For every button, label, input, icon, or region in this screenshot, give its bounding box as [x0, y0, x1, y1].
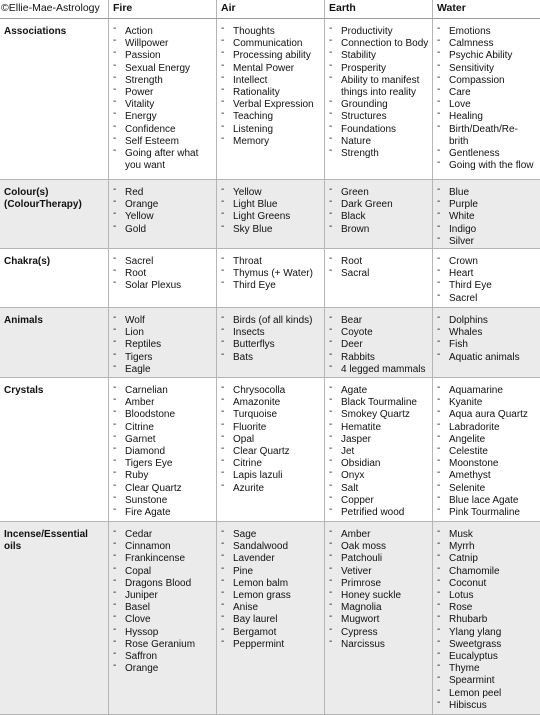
list-item: - Healing	[437, 111, 537, 123]
list-item: - Third Eye	[221, 280, 321, 292]
list-item: - Aquamarine	[437, 385, 537, 397]
list-item: - Amazonite	[221, 397, 321, 409]
column-divider	[216, 180, 217, 248]
column-header-air: Air	[221, 2, 236, 14]
list-item: - Love	[437, 99, 537, 111]
table-row-animals	[0, 308, 540, 378]
column-divider	[108, 0, 109, 18]
column-divider	[324, 180, 325, 248]
column-divider	[432, 249, 433, 307]
list-item: - Sandalwood	[221, 541, 321, 553]
column-divider	[324, 378, 325, 521]
table-row-crystals	[0, 378, 540, 522]
list-item: - Aquatic animals	[437, 352, 537, 364]
list-item: - Red	[113, 187, 213, 199]
list-item: - Wolf	[113, 315, 213, 327]
cell-crystals-fire	[113, 385, 213, 519]
list-item: - Willpower	[113, 38, 213, 50]
list-item: - Ylang ylang	[437, 627, 537, 639]
cell-associations-earth	[329, 26, 429, 160]
list-item: - 4 legged mammals	[329, 364, 429, 376]
list-item: - Rose	[437, 602, 537, 614]
list-item: - Hibiscus	[437, 700, 537, 712]
list-item: - Deer	[329, 339, 429, 351]
list-item: - Diamond	[113, 446, 213, 458]
cell-associations-water	[437, 26, 537, 172]
list-item: - Black Tourmaline	[329, 397, 429, 409]
list-item: - Ability to manifest things into reality	[329, 75, 429, 99]
list-item: - Bay laurel	[221, 614, 321, 626]
list-item: - Birth/Death/Re-brith	[437, 124, 537, 148]
column-header-water: Water	[437, 2, 466, 14]
list-item: - Thyme	[437, 663, 537, 675]
list-item: - Intellect	[221, 75, 321, 87]
list-item: - Sexual Energy	[113, 63, 213, 75]
row-label-colours: Colour(s) (ColourTherapy)	[4, 187, 82, 210]
list-item: - Memory	[221, 136, 321, 148]
list-item: - Calmness	[437, 38, 537, 50]
list-item: - Foundations	[329, 124, 429, 136]
table-row-associations	[0, 19, 540, 180]
list-item: - Petrified wood	[329, 507, 429, 519]
list-item: - Green	[329, 187, 429, 199]
list-item: - Dolphins	[437, 315, 537, 327]
column-divider	[216, 522, 217, 714]
cell-crystals-earth	[329, 385, 429, 519]
list-item: - Citrine	[221, 458, 321, 470]
cell-crystals-air	[221, 385, 321, 495]
list-item: - Compassion	[437, 75, 537, 87]
column-divider	[324, 0, 325, 18]
list-item: - Structures	[329, 111, 429, 123]
list-item: - Thoughts	[221, 26, 321, 38]
list-item: - Reptiles	[113, 339, 213, 351]
column-divider	[108, 19, 109, 179]
list-item: - Narcissus	[329, 639, 429, 651]
list-item: - Care	[437, 87, 537, 99]
list-item: - Self Esteem	[113, 136, 213, 148]
list-item: - Prosperity	[329, 63, 429, 75]
column-divider	[432, 522, 433, 714]
list-item: - Sweetgrass	[437, 639, 537, 651]
list-item: - Pine	[221, 566, 321, 578]
list-item: - Going with the flow	[437, 160, 537, 172]
list-item: - Dragons Blood	[113, 578, 213, 590]
list-item: - Jasper	[329, 434, 429, 446]
list-item: - Rose Geranium	[113, 639, 213, 651]
list-item: - Dark Green	[329, 199, 429, 211]
list-item: - Productivity	[329, 26, 429, 38]
cell-associations-air	[221, 26, 321, 148]
list-item: - Pink Tourmaline	[437, 507, 537, 519]
column-divider	[432, 378, 433, 521]
column-divider	[108, 180, 109, 248]
column-divider	[324, 522, 325, 714]
column-divider	[432, 180, 433, 248]
cell-colours-air	[221, 187, 321, 236]
cell-animals-air	[221, 315, 321, 364]
row-label-chakras: Chakra(s)	[4, 256, 51, 267]
list-item: - Amber	[113, 397, 213, 409]
column-divider	[324, 308, 325, 377]
list-item: - Patchouli	[329, 553, 429, 565]
row-label-incense: Incense/Essential oils	[4, 529, 88, 552]
list-item: - Lapis lazuli	[221, 470, 321, 482]
list-item: - Magnolia	[329, 602, 429, 614]
list-item: - Lion	[113, 327, 213, 339]
list-item: - Coyote	[329, 327, 429, 339]
list-item: - Cinnamon	[113, 541, 213, 553]
list-item: - Bear	[329, 315, 429, 327]
list-item: - Bergamot	[221, 627, 321, 639]
list-item: - Celestite	[437, 446, 537, 458]
row-label-crystals: Crystals	[4, 385, 44, 396]
cell-chakras-earth	[329, 256, 429, 280]
list-item: - Catnip	[437, 553, 537, 565]
list-item: - Mugwort	[329, 614, 429, 626]
list-item: - Lemon balm	[221, 578, 321, 590]
cell-associations-fire	[113, 26, 213, 172]
list-item: - Copal	[113, 566, 213, 578]
list-item: - Vitality	[113, 99, 213, 111]
list-item: - Basel	[113, 602, 213, 614]
list-item: - Processing ability	[221, 50, 321, 62]
column-divider	[108, 308, 109, 377]
list-item: - Strength	[113, 75, 213, 87]
table-row-colours	[0, 180, 540, 249]
list-item: - White	[437, 211, 537, 223]
cell-chakras-water	[437, 256, 537, 305]
list-item: - Sunstone	[113, 495, 213, 507]
list-item: - Bats	[221, 352, 321, 364]
list-item: - Moonstone	[437, 458, 537, 470]
list-item: - Fish	[437, 339, 537, 351]
list-item: - Blue lace Agate	[437, 495, 537, 507]
list-item: - Solar Plexus	[113, 280, 213, 292]
list-item: - Tigers Eye	[113, 458, 213, 470]
list-item: - Yellow	[221, 187, 321, 199]
list-item: - Primrose	[329, 578, 429, 590]
list-item: - Clove	[113, 614, 213, 626]
column-divider	[324, 19, 325, 179]
list-item: - Opal	[221, 434, 321, 446]
table-row-incense	[0, 522, 540, 715]
list-item: - Angelite	[437, 434, 537, 446]
list-item: - Agate	[329, 385, 429, 397]
list-item: - Third Eye	[437, 280, 537, 292]
list-item: - Root	[329, 256, 429, 268]
list-item: - Clear Quartz	[113, 483, 213, 495]
list-item: - Light Blue	[221, 199, 321, 211]
list-item: - Going after what you want	[113, 148, 213, 172]
column-divider	[216, 19, 217, 179]
column-divider	[108, 249, 109, 307]
list-item: - Connection to Body	[329, 38, 429, 50]
list-item: - Passion	[113, 50, 213, 62]
list-item: - Stability	[329, 50, 429, 62]
list-item: - Aqua aura Quartz	[437, 409, 537, 421]
cell-chakras-fire	[113, 256, 213, 293]
cell-incense-air	[221, 529, 321, 651]
list-item: - Chamomile	[437, 566, 537, 578]
cell-crystals-water	[437, 385, 537, 519]
column-divider	[108, 378, 109, 521]
list-item: - Light Greens	[221, 211, 321, 223]
list-item: - Turquoise	[221, 409, 321, 421]
list-item: - Bloodstone	[113, 409, 213, 421]
list-item: - Energy	[113, 111, 213, 123]
list-item: - Amethyst	[437, 470, 537, 482]
list-item: - Birds (of all kinds)	[221, 315, 321, 327]
list-item: - Fire Agate	[113, 507, 213, 519]
list-item: - Carnelian	[113, 385, 213, 397]
list-item: - Juniper	[113, 590, 213, 602]
list-item: - Orange	[113, 199, 213, 211]
cell-colours-earth	[329, 187, 429, 236]
list-item: - Obsidian	[329, 458, 429, 470]
list-item: - Purple	[437, 199, 537, 211]
list-item: - Sacrel	[113, 256, 213, 268]
list-item: - Gold	[113, 224, 213, 236]
list-item: - Sky Blue	[221, 224, 321, 236]
table-header	[0, 0, 540, 19]
list-item: - Emotions	[437, 26, 537, 38]
list-item: - Power	[113, 87, 213, 99]
list-item: - Garnet	[113, 434, 213, 446]
list-item: - Anise	[221, 602, 321, 614]
list-item: - Heart	[437, 268, 537, 280]
row-label-animals: Animals	[4, 315, 43, 326]
list-item: - Clear Quartz	[221, 446, 321, 458]
list-item: - Labradorite	[437, 422, 537, 434]
cell-animals-water	[437, 315, 537, 364]
list-item: - Amber	[329, 529, 429, 541]
list-item: - Yellow	[113, 211, 213, 223]
list-item: - Listening	[221, 124, 321, 136]
column-divider	[432, 308, 433, 377]
column-header-fire: Fire	[113, 2, 133, 14]
list-item: - Action	[113, 26, 213, 38]
cell-incense-fire	[113, 529, 213, 675]
table-row-chakras	[0, 249, 540, 308]
list-item: - Rabbits	[329, 352, 429, 364]
list-item: - Vetiver	[329, 566, 429, 578]
list-item: - Lotus	[437, 590, 537, 602]
list-item: - Onyx	[329, 470, 429, 482]
list-item: - Cypress	[329, 627, 429, 639]
list-item: - Salt	[329, 483, 429, 495]
cell-animals-fire	[113, 315, 213, 376]
list-item: - Strength	[329, 148, 429, 160]
cell-incense-earth	[329, 529, 429, 651]
list-item: - Saffron	[113, 651, 213, 663]
list-item: - Kyanite	[437, 397, 537, 409]
list-item: - Citrine	[113, 422, 213, 434]
list-item: - Crown	[437, 256, 537, 268]
list-item: - Chrysocolla	[221, 385, 321, 397]
column-header-earth: Earth	[329, 2, 356, 14]
list-item: - Blue	[437, 187, 537, 199]
cell-colours-fire	[113, 187, 213, 236]
credit-text: ©Ellie-Mae-Astrology	[1, 2, 100, 14]
cell-colours-water	[437, 187, 537, 248]
list-item: - Orange	[113, 663, 213, 675]
list-item: - Coconut	[437, 578, 537, 590]
list-item: - Confidence	[113, 124, 213, 136]
list-item: - Spearmint	[437, 675, 537, 687]
list-item: - Insects	[221, 327, 321, 339]
column-divider	[216, 378, 217, 521]
list-item: - Brown	[329, 224, 429, 236]
list-item: - Indigo	[437, 224, 537, 236]
cell-chakras-air	[221, 256, 321, 293]
list-item: - Sensitivity	[437, 63, 537, 75]
list-item: - Thymus (+ Water)	[221, 268, 321, 280]
list-item: - Smokey Quartz	[329, 409, 429, 421]
list-item: - Communication	[221, 38, 321, 50]
cell-incense-water	[437, 529, 537, 712]
cell-animals-earth	[329, 315, 429, 376]
list-item: - Mental Power	[221, 63, 321, 75]
list-item: - Rationality	[221, 87, 321, 99]
list-item: - Silver	[437, 236, 537, 248]
list-item: - Hematite	[329, 422, 429, 434]
list-item: - Throat	[221, 256, 321, 268]
list-item: - Ruby	[113, 470, 213, 482]
list-item: - Copper	[329, 495, 429, 507]
list-item: - Psychic Ability	[437, 50, 537, 62]
list-item: - Nature	[329, 136, 429, 148]
list-item: - Teaching	[221, 111, 321, 123]
column-divider	[216, 0, 217, 18]
list-item: - Lemon grass	[221, 590, 321, 602]
list-item: - Butterflys	[221, 339, 321, 351]
list-item: - Jet	[329, 446, 429, 458]
list-item: - Tigers	[113, 352, 213, 364]
column-divider	[216, 249, 217, 307]
list-item: - Verbal Expression	[221, 99, 321, 111]
list-item: - Eucalyptus	[437, 651, 537, 663]
list-item: - Rhubarb	[437, 614, 537, 626]
list-item: - Sacral	[329, 268, 429, 280]
list-item: - Cedar	[113, 529, 213, 541]
column-divider	[216, 308, 217, 377]
list-item: - Oak moss	[329, 541, 429, 553]
list-item: - Musk	[437, 529, 537, 541]
list-item: - Eagle	[113, 364, 213, 376]
list-item: - Honey suckle	[329, 590, 429, 602]
list-item: - Lemon peel	[437, 688, 537, 700]
list-item: - Lavender	[221, 553, 321, 565]
list-item: - Root	[113, 268, 213, 280]
list-item: - Azurite	[221, 483, 321, 495]
list-item: - Peppermint	[221, 639, 321, 651]
column-divider	[324, 249, 325, 307]
list-item: - Sacrel	[437, 293, 537, 305]
column-divider	[432, 0, 433, 18]
list-item: - Hyssop	[113, 627, 213, 639]
row-label-associations: Associations	[4, 26, 67, 37]
list-item: - Selenite	[437, 483, 537, 495]
list-item: - Black	[329, 211, 429, 223]
list-item: - Gentleness	[437, 148, 537, 160]
column-divider	[432, 19, 433, 179]
list-item: - Fluorite	[221, 422, 321, 434]
list-item: - Sage	[221, 529, 321, 541]
list-item: - Myrrh	[437, 541, 537, 553]
column-divider	[108, 522, 109, 714]
list-item: - Grounding	[329, 99, 429, 111]
list-item: - Whales	[437, 327, 537, 339]
list-item: - Frankincense	[113, 553, 213, 565]
